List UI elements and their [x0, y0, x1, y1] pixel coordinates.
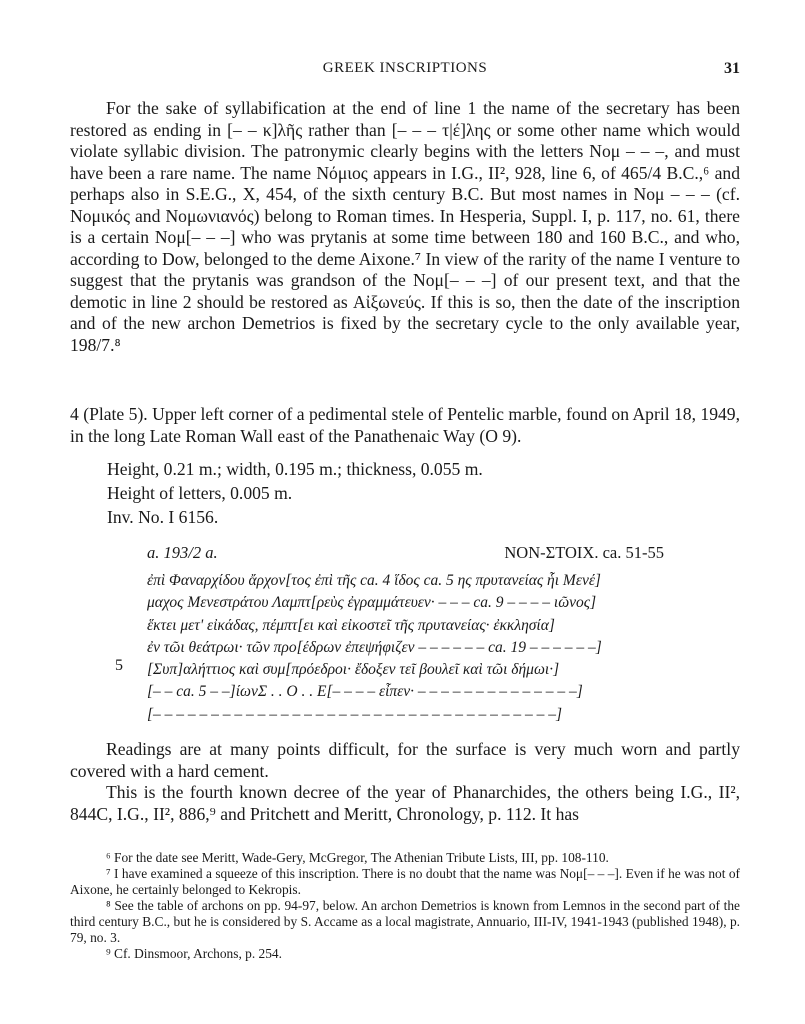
specifications	[107, 457, 483, 529]
footnotes	[70, 850, 740, 962]
paragraph-readings: Readings are at many points difficult, for the surface is very much worn and partly covered with a hard cement.	[70, 739, 740, 781]
inscription-line: [– – ca. 5 – –]ίωνΣ . . Ο . . Ε[– – – – εἶπεν· – – – – – – – – – – – – – –]	[147, 683, 583, 701]
inscription-line: ἐπὶ Φαναρχίδου ἄρχον[τος ἐπὶ τῆς ca. 4 ἵδος ca. 5 ης πρυτανείας ἧι Μενέ]	[147, 572, 601, 589]
spec-inventory: Inv. No. I 6156.	[107, 507, 219, 527]
line-number: 5	[115, 657, 123, 674]
inscription-line: [– – – – – – – – – – – – – – – – – – – – – – – – – – – – – – – – – – –]	[147, 705, 563, 723]
inscription-style: NON-ΣΤΟΙΧ. ca. 51-55	[504, 543, 664, 562]
inscription-line: ἐν τῶι θεάτρωι· τῶν προ[έδρων ἐπεψήφιζεν – – – – – – ca. 19 – – – – – –]	[147, 638, 602, 656]
page-number: 31	[724, 60, 740, 77]
spec-dimensions: Height, 0.21 m.; width, 0.195 m.; thickness, 0.055 m.	[107, 459, 483, 479]
paragraph-fourth-decree: This is the fourth known decree of the year of Phanarchides, the others being I.G., II², 844C, I.G., II², 886,⁹ and Pritchett and Meritt, Chronology, p. 112. It has	[70, 782, 740, 824]
spec-letter-height: Height of letters, 0.005 m.	[107, 483, 293, 503]
inscription-header	[147, 543, 664, 565]
footnote-9: ⁹ Cf. Dinsmoor, Archons, p. 254.	[106, 946, 282, 961]
footnote-8: ⁸ See the table of archons on pp. 94-97, below. An archon Demetrios is known from Lemnos in the second part of the third century B.C., but he is considered by S. Accame as a local magistrate, Annuario, III-IV, 1941-1943 (published 1948), p. 79, no. 3.	[70, 898, 740, 945]
inscription-line: ἕκτει μετ' εἰκάδας, πέμπτ[ει καὶ εἰκοστεῖ τῆς πρυτανείας· ἐκκλησία]	[147, 616, 555, 634]
inscription-text	[147, 570, 664, 726]
inscription-date: a. 193/2 a.	[147, 543, 218, 562]
footnote-6: ⁶ For the date see Meritt, Wade-Gery, McGregor, The Athenian Tribute Lists, III, pp. 108-110.	[106, 850, 609, 865]
inscription-line: μαχος Μενεστράτου Λαμπτ[ρεὺς ἐγραμμάτευεν· – – – ca. 9 – – – – ιῶνος]	[147, 594, 597, 612]
paragraph-item-4: 4 (Plate 5). Upper left corner of a pedimental stele of Pentelic marble, found on April 18, 1949, in the long Late Roman Wall east of the Panathenaic Way (O 9).	[70, 404, 740, 446]
paragraph-secretary-name: For the sake of syllabification at the end of line 1 the name of the secretary has been restored as ending in [– – κ]λῆς rather than [– – – τ|έ]λης or some other name which would violate syllabic division. The patronymic clearly begins with the letters Νομ – – –, and must have been a rare name. The name Νόμιος appears in I.G., II², 928, line 6, of 465/4 B.C.,⁶ and perhaps also in S.E.G., X, 454, of the sixth century B.C. But most names in Νομ – – – (cf. Νομικός and Νομωνιανός) belong to Roman times. In Hesperia, Suppl. I, p. 117, no. 61, there is a certain Νομ[– – –] who was prytanis at some time between 180 and 160 B.C., and who, according to Dow, belonged to the deme Aixone.⁷ In view of the rarity of the name I venture to suggest that the prytanis was grandson of the Νομ[– – –] of our present text, and that the demotic in line 2 should be restored as Αἰξωνεύς. If this is so, then the date of the inscription and of the new archon Demetrios is fixed by the secretary cycle to the only available year, 198/7.⁸	[70, 98, 740, 355]
footnote-7: ⁷ I have examined a squeeze of this inscription. There is no doubt that the name was Νομ[– – –]. Even if he was not of Aixone, he certainly belonged to Kekropis.	[70, 866, 740, 897]
running-title: GREEK INSCRIPTIONS	[322, 60, 488, 76]
running-header	[70, 60, 740, 84]
inscription-line: [Συπ]αλήττιος καὶ συμ[πρόεδροι· ἔδοξεν τεῖ βουλεῖ καὶ τῶι δήμωι·]	[147, 661, 560, 679]
